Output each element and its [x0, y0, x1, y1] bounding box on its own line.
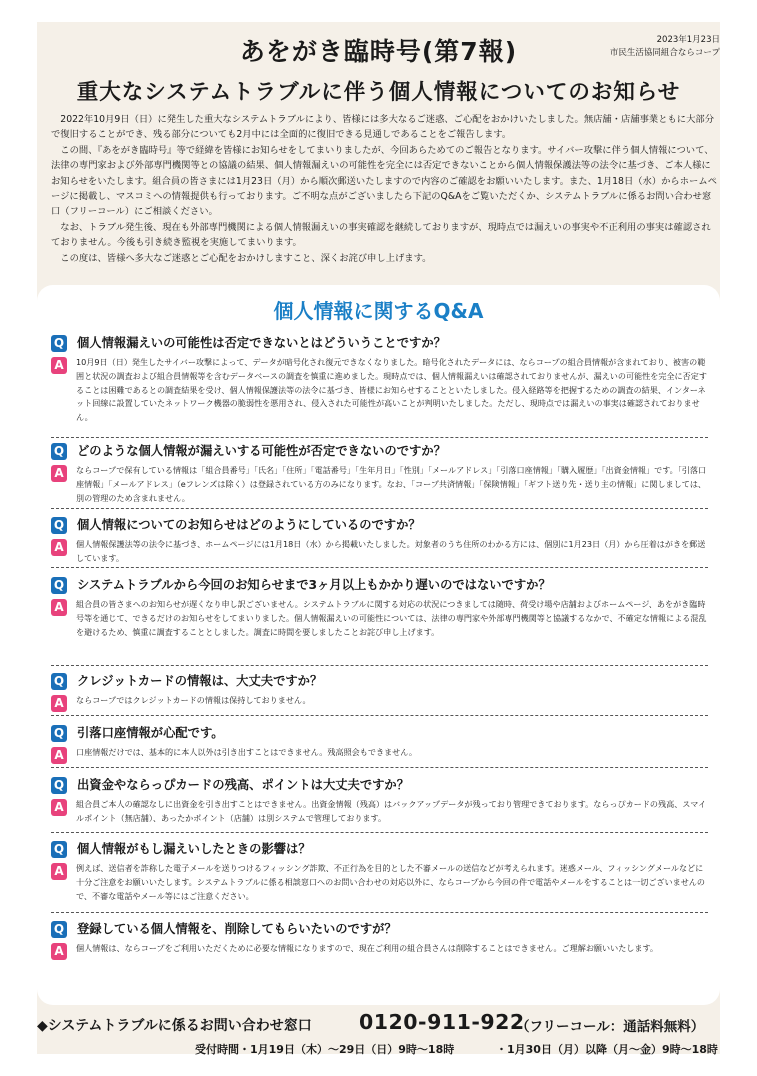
question-row [51, 777, 708, 795]
question-text: 個人情報についてのお知らせはどのようにしているのですか？ [77, 518, 421, 532]
question-mark-icon: Q [51, 725, 67, 742]
question-mark-icon: Q [51, 673, 67, 690]
qa-item [51, 335, 708, 438]
answer-mark-icon: A [51, 465, 67, 482]
question-text: 引落口座情報が心配です。 [77, 726, 224, 740]
answer-mark-icon: A [51, 799, 67, 816]
answer-text: 組合員の皆さまへのお知らせが遅くなり申し訳ございません。システムトラブルに関する対応の状況につきましては随時、荷受け場や店舗およびホームページ、あをがき臨時号等を通じて、できるだけのお知らせをしてまいりました。個人情報漏えいの可能性については、法律の専門家や外部専門機関等と協議するなかで、不確定な情報による混乱を避けるため、慎重に調査することとしました。調査に時間を要しましたことお詫び申し上げます。 [76, 599, 707, 637]
question-mark-icon: Q [51, 443, 67, 460]
intro-paragraph: この間、『あをがき臨時号』等で経緯を皆様にお知らせをしてまいりましたが、今回あらためてのご報告となります。サイバー攻撃に伴う個人情報について、法律の専門家および外部専門機関等との協議の結果、個人情報漏えいの可能性を完全には否定できないことから個人情報保護法等の法令に基づき、ご本人様にお知らせをいたします。組合員の皆さまには1月23日（月）から順次郵送いたしますので内容のご確認をお願いいたします。また、1月18日（水）からホームページに掲載し、マスコミへの情報提供も行っております。ご不明な点がございましたら下記のQ&Aをご覧いただくか、システムトラブルに係るお問い合わせ窓口（フリーコール）にご相談ください。 [51, 144, 717, 218]
reception-hours-period-1: 受付時間・1月19日（木）〜29日（日）9時〜18時 [195, 1043, 455, 1056]
answer-text: ならコープで保有している情報は「組合員番号」「氏名」「住所」「電話番号」「生年月日」「性別」「メールアドレス」「引落口座情報」「購入履歴」「出資金情報」です。「引落口座情報」「メールアドレス」（eフレンズは除く）は登録されている方のみになります。なお、「コープ共済情報」「保険情報」「ギフト送り先・送り主の情報」に関しましては、別の管理のため含まれません。 [76, 465, 707, 503]
question-row [51, 335, 708, 353]
question-row [51, 841, 708, 859]
qa-item [51, 673, 708, 716]
question-text: 出資金やならっぴカードの残高、ポイントは大丈夫ですか？ [77, 778, 410, 792]
answer-mark-icon: A [51, 747, 67, 764]
qa-item [51, 725, 708, 768]
intro-text [51, 112, 719, 266]
answer-mark-icon: A [51, 943, 67, 960]
question-mark-icon: Q [51, 335, 67, 352]
notice-sheet [37, 22, 720, 1054]
organization-name: 市民生活協同組合ならコープ [609, 48, 720, 58]
reception-hours-period-2: ・1月30日（月）以降（月〜金）9時〜18時 [496, 1043, 718, 1056]
question-row [51, 517, 708, 535]
question-text: クレジットカードの情報は、大丈夫ですか？ [77, 674, 323, 688]
answer-text: ならコープではクレジットカードの情報は保持しておりません。 [76, 695, 311, 705]
qa-heading: 個人情報に関するQ&A [273, 299, 484, 323]
question-mark-icon: Q [51, 517, 67, 534]
question-text: システムトラブルから今回のお知らせまで3ヶ月以上もかかり遅いのではないですか？ [77, 578, 551, 592]
qa-item [51, 921, 708, 981]
answer-text: 個人情報は、ならコープをご利用いただくために必要な情報になりますので、現在ご利用の組合員さんは削除することはできません。ご理解お願いいたします。 [76, 943, 659, 953]
answer-text: 口座情報だけでは、基本的に本人以外は引き出すことはできません。残高照会もできません。 [76, 747, 417, 757]
question-row [51, 443, 708, 461]
answer-mark-icon: A [51, 357, 67, 374]
question-mark-icon: Q [51, 841, 67, 858]
qa-panel [37, 285, 720, 1005]
answer-mark-icon: A [51, 599, 67, 616]
intro-paragraph: なお、トラブル発生後、現在も外部専門機関による個人情報漏えいの事実確認を継続しておりますが、現時点では漏えいの事実や不正利用の事実は確認されておりません。今後も引き続き監視を実施してまいります。 [51, 221, 711, 249]
question-mark-icon: Q [51, 777, 67, 794]
contact-label: ◆システムトラブルに係るお問い合わせ窓口 [37, 1018, 312, 1034]
qa-item [51, 517, 708, 568]
question-row [51, 725, 708, 743]
intro-paragraph: この度は、皆様へ多大なご迷惑とご心配をおかけしますこと、深くお詫び申し上げます。 [60, 252, 432, 264]
question-row [51, 921, 708, 939]
headline: 重大なシステムトラブルに伴う個人情報についてのお知らせ [76, 80, 681, 105]
question-mark-icon: Q [51, 921, 67, 938]
question-mark-icon: Q [51, 577, 67, 594]
issue-title: あをがき臨時号(第7報) [239, 37, 518, 66]
question-row [51, 673, 708, 691]
answer-mark-icon: A [51, 539, 67, 556]
contact-free-call-note: （フリーコール：通話料無料） [516, 1019, 705, 1035]
answer-text: 個人情報保護法等の法令に基づき、ホームページには1月18日（水）から掲載いたしました。対象者のうち住所のわかる方には、個別に1月23日（月）から圧着はがきを郵送しています。 [76, 539, 706, 563]
answer-text: 組合員ご本人の確認なしに出資金を引き出すことはできません。出資金情報（残高）はバックアップデータが残っており管理できております。ならっぴカードの残高、スマイルポイント（無店舗）、あったかポイント（店舗）は別システムで管理しております。 [76, 799, 707, 823]
qa-item [51, 777, 708, 833]
answer-mark-icon: A [51, 863, 67, 880]
question-text: どのような個人情報が漏えいする可能性が否定できないのですか？ [77, 444, 446, 458]
contact-phone-number: 0120-911-922 [359, 1010, 525, 1034]
answer-text: 例えば、送信者を詐称した電子メールを送りつけるフィッシング詐欺、不正行為を目的とした不審メールの送信などが考えられます。迷惑メール、フィッシングメールなどに十分ご注意をお願いいたします。システムトラブルに係る相談窓口へのお問い合わせの対応以外に、ならコープから今回の件で電話やメールをすることは一切ございませんので、不審な電話やメール等にはご注意ください。 [76, 863, 705, 901]
answer-mark-icon: A [51, 695, 67, 712]
qa-item [51, 841, 708, 913]
answer-text: 10月9日（日）発生したサイバー攻撃によって、データが暗号化され復元できなくなりました。暗号化されたデータには、ならコープの組合員情報が含まれており、被害の範囲と状況の調査および組合員情報等を含むデータベースの調査を慎重に進めました。現時点では、個人情報漏えいは確認されておりませんが、漏えいの可能性を完全に否定することは困難であるとの調査結果を受け、個人情報保護法等の法令に基づき、皆様にお知らせすることといたしました。侵入経路等を把握するための調査の結果、インターネット回線に設置していたネットワーク機器の脆弱性を悪用され、侵入された可能性が高いことが判明いたしました。ただし、現時点では漏えいの事実は確認されておりません。 [76, 357, 707, 423]
qa-item [51, 577, 708, 666]
issue-date: 2023年1月23日 [656, 35, 720, 45]
question-text: 個人情報漏えいの可能性は否定できないとはどういうことですか？ [77, 336, 446, 350]
qa-item [51, 443, 708, 509]
question-row [51, 577, 708, 595]
intro-paragraph: 2022年10月9日（日）に発生した重大なシステムトラブルにより、皆様には多大なるご迷惑、ご心配をおかけいたしました。無店舗・店舗事業ともに大部分で復旧することができ、残る部分についても2月中には全面的に復旧できる見通しであることをご報告します。 [51, 114, 714, 141]
question-text: 個人情報がもし漏えいしたときの影響は？ [77, 842, 311, 856]
question-text: 登録している個人情報を、削除してもらいたいのですが？ [77, 922, 397, 936]
